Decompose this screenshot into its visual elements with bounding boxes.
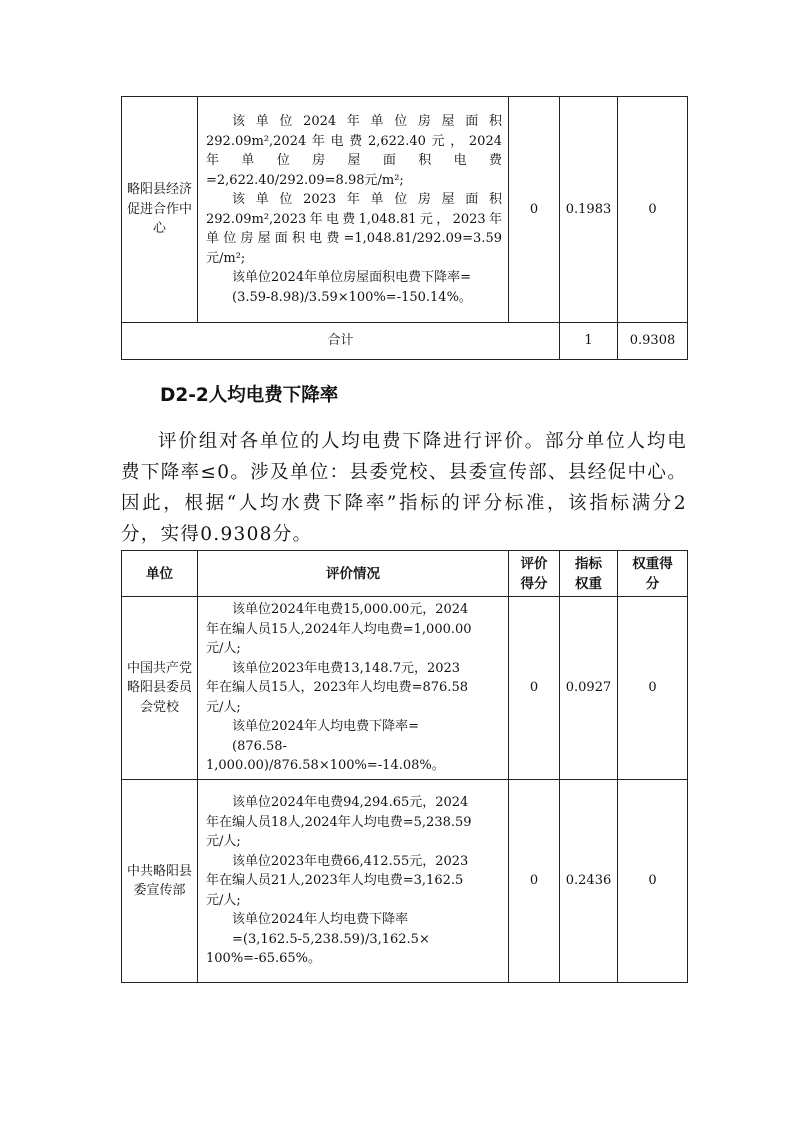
evaluation-detail-cell: [198, 97, 509, 323]
detail-line: 该单位2024年单位房屋面积: [232, 114, 502, 129]
detail-line: 元/人;: [206, 641, 241, 657]
weighted-score-cell: 0: [618, 97, 688, 323]
detail-line: (3.59-8.98)/3.59×100%=-150.14%。: [232, 289, 472, 305]
section-paragraph: 评价组对各单位的人均电费下降进行评价。部分单位人均电费下降率≤0。涉及单位：县委党校、县委宣传部、县经促中心。因此，根据“人均水费下降率”指标的评分标准，该指标满分2分，实得0.9308分。: [121, 431, 687, 545]
weighted-score-cell: 0: [618, 597, 688, 780]
detail-line: 年单位房屋面积电费: [206, 153, 502, 168]
total-row: [122, 323, 688, 360]
detail-line: 292.09m²,2024年电费2,622.40元，2024: [206, 133, 502, 149]
header-weight: 指标权重: [560, 551, 618, 597]
section-heading: D2-2人均电费下降率: [160, 385, 339, 406]
detail-line: 该单位2024年电费94,294.65元，2024: [232, 795, 469, 811]
detail-line: 元/人;: [206, 892, 241, 908]
score-cell: 0: [509, 97, 560, 323]
table-row: [122, 597, 688, 780]
detail-line: 元/人;: [206, 699, 241, 715]
header-unit: 单位: [122, 551, 198, 597]
detail-line: =(3,162.5-5,238.59)/3,162.5×: [232, 931, 430, 947]
score-cell: 0: [509, 597, 560, 780]
header-evaluation: 评价情况: [198, 551, 509, 597]
table-per-capita-electricity: [121, 550, 688, 983]
unit-name-cell: 中国共产党略阳县委员会党校: [122, 597, 198, 780]
detail-line: 年在编人员21人,2023年人均电费=3,162.5: [206, 873, 464, 889]
table-row: [122, 97, 688, 323]
evaluation-detail-cell: [198, 597, 509, 780]
table-unit-area-electricity: [121, 96, 688, 360]
detail-line: 年在编人员18人,2024年人均电费=5,238.59: [206, 814, 472, 830]
detail-line: 年在编人员15人，2023年人均电费=876.58: [206, 680, 469, 696]
table-row: [122, 780, 688, 983]
unit-name-cell: 略阳县经济促进合作中心: [122, 97, 198, 323]
detail-line: 该单位2024年人均电费下降率: [232, 912, 409, 928]
detail-line: 年在编人员15人,2024年人均电费=1,000.00: [206, 621, 472, 637]
total-label: 合计: [122, 323, 560, 360]
detail-line: 该单位2023年单位房屋面积: [232, 192, 502, 207]
weight-cell: 0.2436: [560, 780, 618, 983]
detail-line: (876.58-1,000.00)/876.58×100%=-14.08%。: [206, 738, 445, 774]
unit-name-cell: 中共略阳县委宣传部: [122, 780, 198, 983]
weighted-score-cell: 0: [618, 780, 688, 983]
detail-line: 元/人;: [206, 834, 241, 850]
weight-cell: 0.0927: [560, 597, 618, 780]
detail-line: 该单位2024年单位房屋面积电费下降率=: [232, 270, 471, 285]
score-cell: 0: [509, 780, 560, 983]
detail-line: 该单位2023年电费13,148.7元，2023: [232, 660, 461, 676]
detail-line: 该单位2024年人均电费下降率=: [232, 719, 419, 735]
detail-line: 元/m²;: [206, 250, 246, 266]
detail-line: 单位房屋面积电费=1,048.81/292.09=3.59: [206, 231, 502, 246]
total-weight: 1: [560, 323, 618, 360]
detail-line: 该单位2023年电费66,412.55元，2023: [232, 853, 469, 869]
detail-line: 该单位2024年电费15,000.00元，2024: [232, 602, 469, 618]
detail-line: 100%=-65.65%。: [206, 951, 322, 967]
detail-line: =2,622.40/292.09=8.98元/m²;: [206, 172, 404, 188]
table-header-row: [122, 551, 688, 597]
weight-cell: 0.1983: [560, 97, 618, 323]
total-weighted-score: 0.9308: [618, 323, 688, 360]
header-weighted-score: 权重得分: [618, 551, 688, 597]
evaluation-detail-cell: [198, 780, 509, 983]
detail-line: 292.09m²,2023年电费1,048.81元，2023年: [206, 211, 502, 227]
header-score: 评价得分: [509, 551, 560, 597]
